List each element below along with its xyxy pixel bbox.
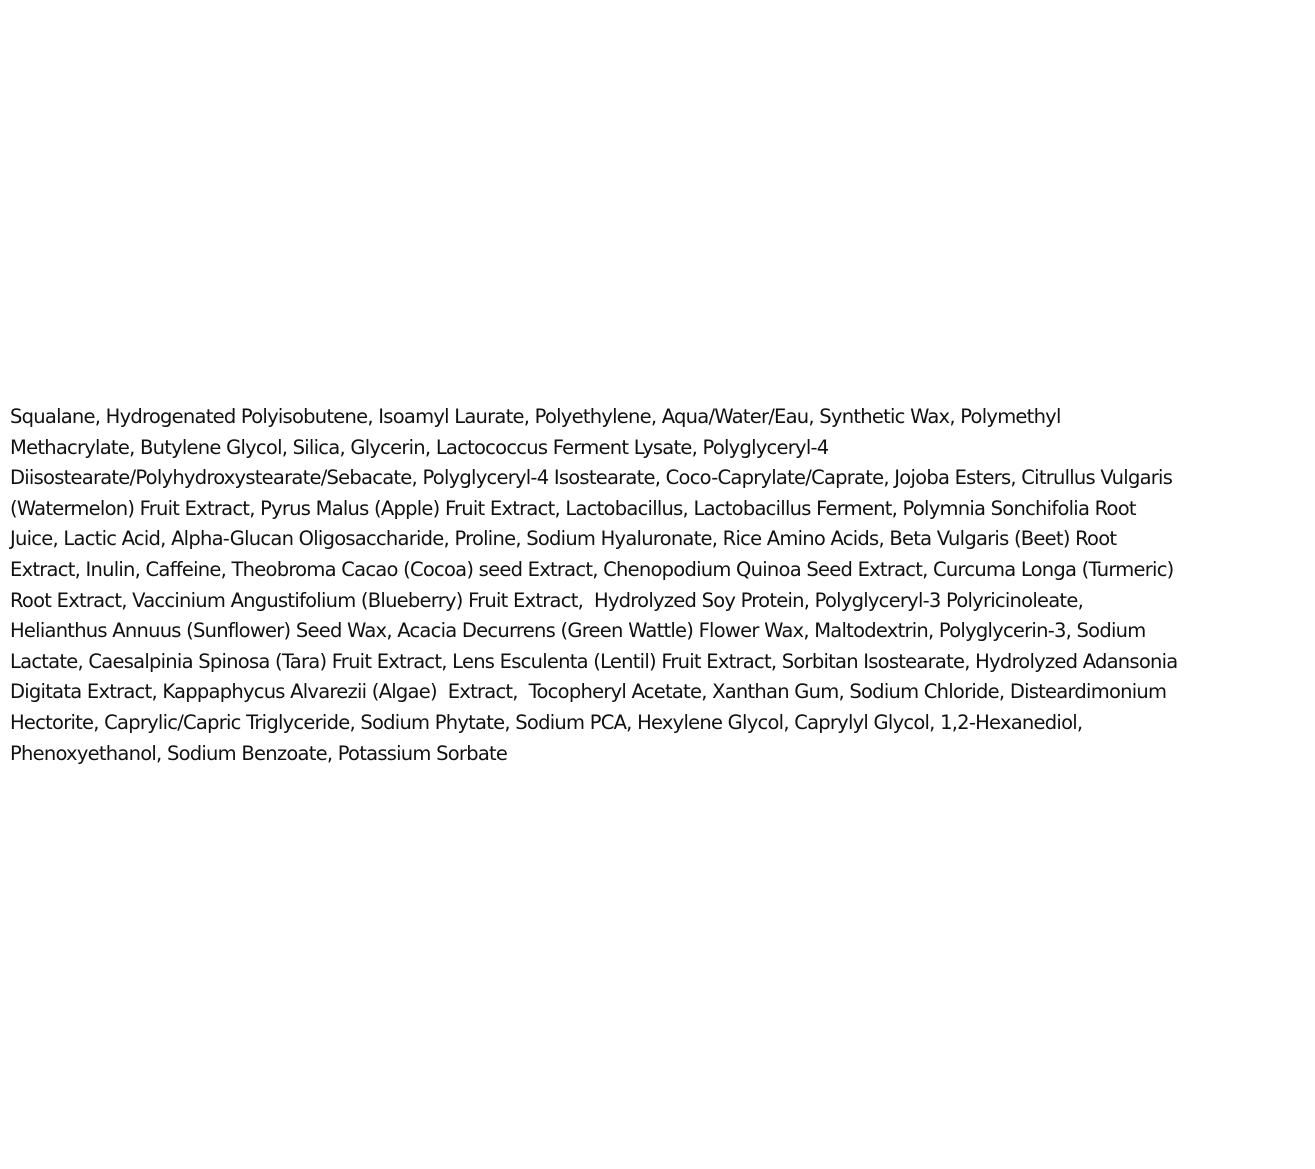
ingredients-line: Methacrylate, Butylene Glycol, Silica, Glycerin, Lactococcus Ferment Lysate, Polyglyceryl-4 bbox=[10, 435, 829, 459]
ingredients-line: Phenoxyethanol, Sodium Benzoate, Potassium Sorbate bbox=[10, 741, 508, 765]
ingredients-line: Helianthus Annuus (Sunflower) Seed Wax, Acacia Decurrens (Green Wattle) Flower Wax, Maltodextrin, Polyglycerin-3, Sodium bbox=[10, 619, 1146, 643]
ingredients-line: Squalane, Hydrogenated Polyisobutene, Isoamyl Laurate, Polyethylene, Aqua/Water/Eau, Synthetic Wax, Polymethyl bbox=[10, 405, 1061, 428]
ingredients-line: Extract, Inulin, Caffeine, Theobroma Cacao (Cocoa) seed Extract, Chenopodium Quinoa Seed Extract, Curcuma Longa (Turmeric) bbox=[10, 557, 1174, 581]
ingredients-line: Lactate, Caesalpinia Spinosa (Tara) Fruit Extract, Lens Esculenta (Lentil) Fruit Extract, Sorbitan Isostearate, Hydrolyzed Adansonia bbox=[10, 649, 1178, 673]
ingredients-line: Root Extract, Vaccinium Angustifolium (Blueberry) Fruit Extract, Hydrolyzed Soy Protein, Polyglyceryl-3 Polyricinoleate, bbox=[10, 588, 1084, 612]
ingredients-line: Digitata Extract, Kappaphycus Alvarezii (Algae) Extract, Tocopheryl Acetate, Xanthan Gum, Sodium Chloride, Disteardimonium bbox=[10, 680, 1167, 704]
ingredients-line: Hectorite, Caprylic/Capric Triglyceride, Sodium Phytate, Sodium PCA, Hexylene Glycol, Caprylyl Glycol, 1,2-Hexanediol, bbox=[10, 710, 1083, 734]
ingredients-line: Juice, Lactic Acid, Alpha-Glucan Oligosaccharide, Proline, Sodium Hyaluronate, Rice Amino Acids, Beta Vulgaris (Beet) Root bbox=[10, 527, 1117, 551]
ingredients-line: Diisostearate/Polyhydroxystearate/Sebacate, Polyglyceryl-4 Isostearate, Coco-Caprylate/Caprate, Jojoba Esters, Citrullus Vulgaris bbox=[10, 466, 1173, 490]
ingredients-list bbox=[10, 402, 1310, 769]
ingredients-line: (Watermelon) Fruit Extract, Pyrus Malus (Apple) Fruit Extract, Lactobacillus, Lactobacillus Ferment, Polymnia Sonchifolia Root bbox=[10, 496, 1136, 520]
